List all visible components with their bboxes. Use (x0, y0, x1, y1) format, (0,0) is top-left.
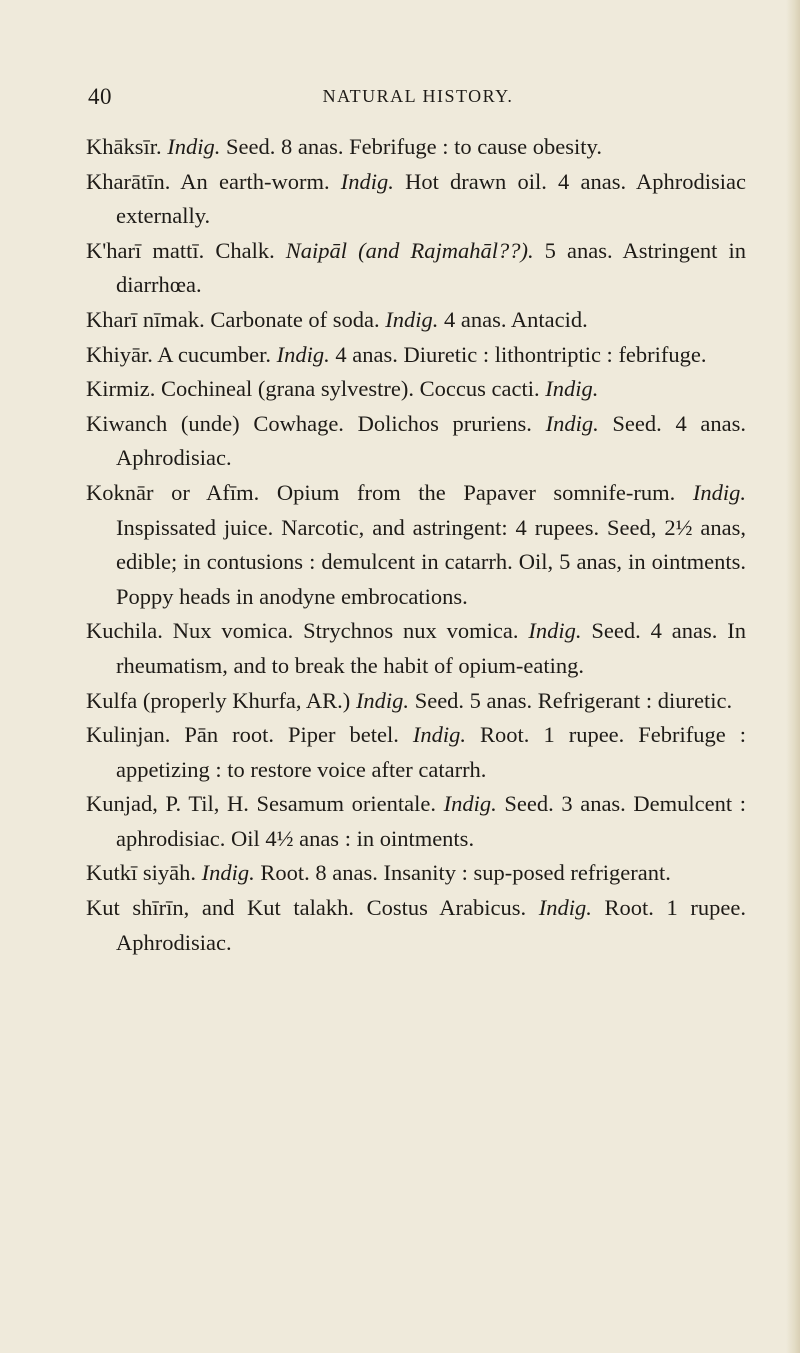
entry-source: Indig. (545, 376, 599, 402)
entry-source: Indig. (276, 341, 330, 367)
glossary-entry (86, 338, 746, 373)
entry-description: Pān root. Piper betel. (184, 722, 399, 748)
entry-term: K'harī mattī. (86, 237, 205, 263)
entry-term: Koknār or Afīm. (86, 479, 260, 505)
entry-description: Chalk. (215, 237, 275, 263)
entry-term: Khāksīr. (86, 134, 162, 159)
entry-term: Kunjad, (86, 791, 158, 817)
entry-term: Kuchila. (86, 618, 163, 644)
entry-text: Seed. 3 anas. Demulcent : aphrodisiac. Oil 4½ anas : in ointments. (116, 791, 747, 851)
entry-text: 4 anas. Antacid. (444, 306, 588, 332)
glossary-entry (86, 303, 746, 338)
glossary-entry (86, 476, 746, 614)
entry-text: Root. 1 rupee. Aphrodisiac. (116, 895, 747, 955)
entry-description: An earth-worm. (180, 168, 330, 194)
entry-text: 4 anas. Diuretic : lithontriptic : febrifuge. (335, 341, 707, 367)
entry-term: Kharātīn. (86, 168, 171, 194)
entry-text: Hot drawn oil. 4 anas. Aphrodisiac externally. (116, 168, 747, 229)
entry-source: Indig. (385, 306, 439, 332)
glossary-entry (86, 891, 746, 960)
entry-term: Kulfa (86, 687, 138, 713)
entry-description: (unde) Cowhage. Dolichos pruriens. (180, 410, 532, 436)
entry-source: Indig. (167, 134, 221, 159)
entry-text: Seed. 5 anas. Refrigerant : diuretic. (414, 687, 733, 713)
entry-term: Kirmiz. (86, 376, 156, 402)
page-edge-shadow (786, 0, 800, 1353)
glossary-entry (86, 718, 746, 787)
entry-description: Opium from the Papaver somnife-rum. (276, 479, 676, 505)
entry-source: Indig. (538, 895, 592, 921)
glossary-entries (86, 130, 746, 960)
entry-term: Khiyār. (86, 341, 153, 367)
page-header (88, 84, 748, 118)
entry-description: A cucumber. (157, 341, 271, 367)
glossary-entry (86, 787, 746, 856)
glossary-entry (86, 234, 746, 303)
entry-term: Kut shīrīn, and Kut talakh. (86, 895, 354, 921)
entry-source: Indig. (355, 687, 410, 713)
entry-description: Carbonate of soda. (210, 306, 380, 332)
entry-term: Kharī nīmak. (86, 306, 205, 332)
entry-term: Kiwanch (86, 410, 168, 436)
glossary-entry (86, 165, 746, 234)
entry-source: Indig. (443, 791, 497, 817)
entry-source: Naipāl (and Rajmahāl??). (285, 237, 534, 263)
entry-term: Kutkī siyāh. (86, 860, 196, 886)
entry-description: P. Til, H. Sesamum orientale. (165, 791, 436, 817)
entry-source: Indig. (545, 410, 599, 436)
glossary-entry (86, 407, 746, 476)
glossary-entry (86, 372, 746, 407)
entry-text: Seed. 4 anas. In rheumatism, and to break the habit of opium-eating. (116, 618, 747, 678)
glossary-entry (86, 614, 746, 683)
entry-text: Root. 1 rupee. Febrifuge : appetizing : to restore voice after catarrh. (116, 722, 747, 782)
glossary-entry (86, 130, 746, 165)
entry-text: 5 anas. Astringent in diarrhœa. (116, 237, 747, 298)
entry-term: Kulinjan. (86, 722, 171, 748)
glossary-entry (86, 856, 746, 891)
entry-source: Indig. (528, 618, 582, 644)
entry-description: (properly Khurfa, AR.) (142, 687, 351, 713)
entry-source: Indig. (692, 479, 746, 505)
glossary-entry (86, 684, 746, 719)
entry-text: Seed. 4 anas. Aphrodisiac. (116, 410, 746, 471)
entry-text: Seed. 8 anas. Febrifuge : to cause obesity. (226, 134, 602, 159)
entry-text: Root. 8 anas. Insanity : sup-posed refrigerant. (260, 860, 671, 886)
entry-text: Inspissated juice. Narcotic, and astringent: 4 rupees. Seed, 2½ anas, edible; in contusions : demulcent in catarrh. Oil, 5 anas, in ointments. Poppy heads in anodyne embrocations. (116, 514, 746, 609)
entry-description: Nux vomica. Strychnos nux vomica. (172, 618, 519, 644)
entry-description: Costus Arabicus. (366, 895, 527, 921)
entry-source: Indig. (412, 722, 467, 748)
entry-description: Cochineal (grana sylvestre). Coccus cacti. (160, 376, 540, 402)
entry-source: Indig. (201, 860, 255, 886)
running-head: NATURAL HISTORY. (322, 86, 514, 106)
page-number: 40 (88, 84, 112, 109)
entry-source: Indig. (340, 168, 394, 194)
